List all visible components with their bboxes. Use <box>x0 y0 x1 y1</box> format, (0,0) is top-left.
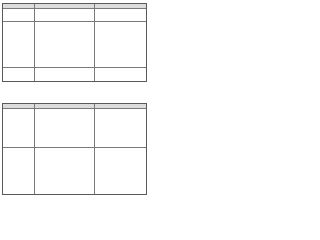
table-cell-col3 <box>96 9 147 82</box>
column-divider <box>94 4 95 81</box>
column-divider <box>34 104 35 194</box>
table-bottom <box>2 103 147 195</box>
column-divider <box>34 4 35 81</box>
table-cell-col3 <box>96 109 147 195</box>
table-top <box>2 3 147 82</box>
document-page <box>0 0 149 198</box>
table-cell-col1 <box>5 9 34 82</box>
table-cell-col2 <box>36 9 93 82</box>
table-cell-col1 <box>5 109 34 195</box>
table-cell-col2 <box>36 109 93 195</box>
column-divider <box>94 104 95 194</box>
